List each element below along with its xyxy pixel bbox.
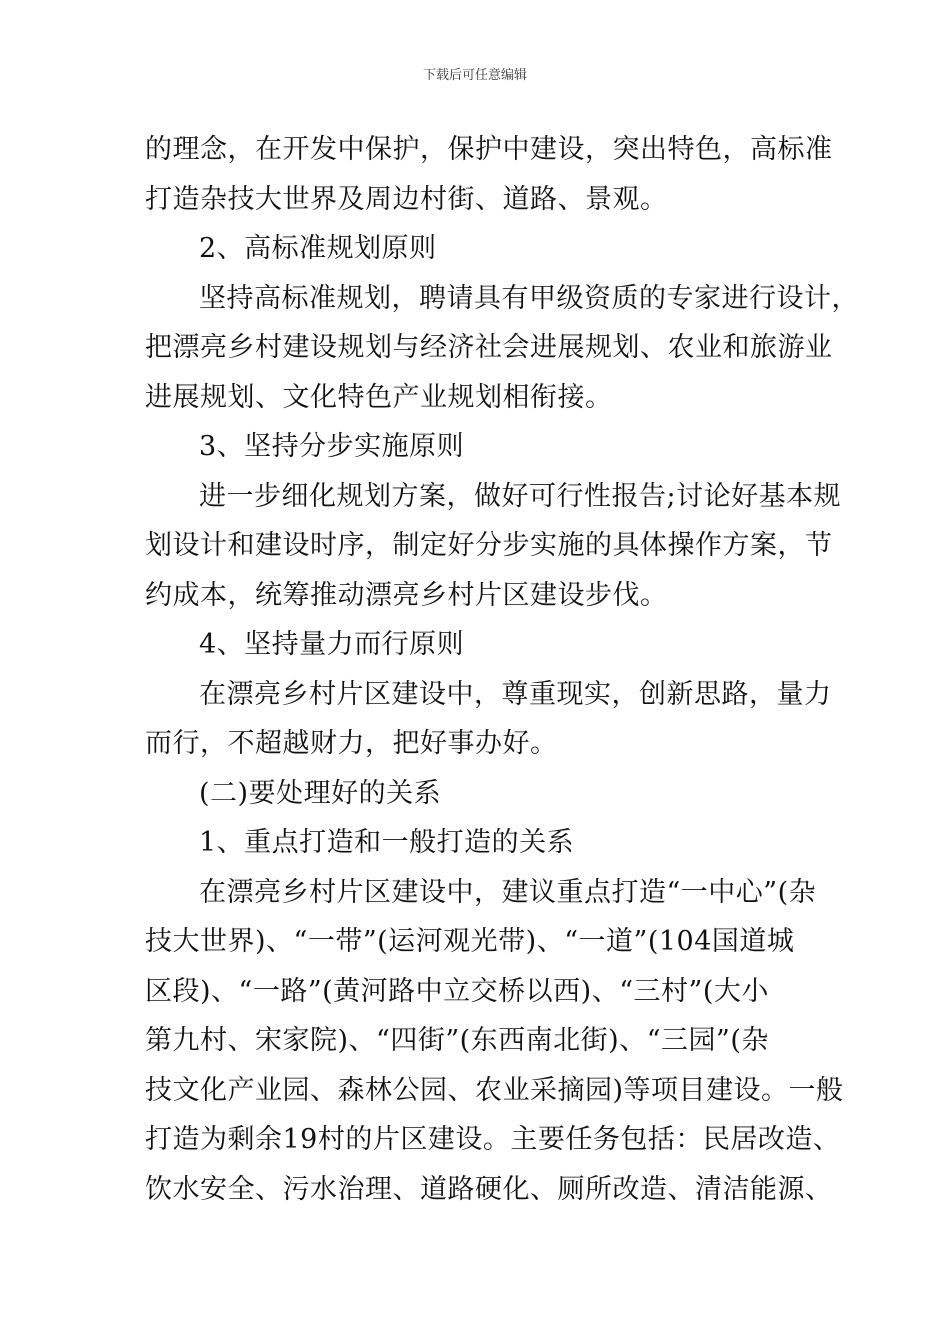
body-line-4: 坚持高标准规划，聘请具有甲级资质的专家进行设计， — [199, 282, 859, 314]
body-line-12: 在漂亮乡村片区建设中，尊重现实，创新思路，量力 — [199, 678, 832, 710]
page-header-note: 下载后可任意编辑 — [422, 68, 527, 83]
section-heading-3: 3、坚持分步实施原则 — [199, 431, 465, 462]
section-heading-relations: (二)要处理好的关系 — [199, 777, 442, 809]
body-line-9: 划设计和建设时序，制定好分步实施的具体操作方案，节 — [145, 530, 833, 561]
body-line-10: 约成本，统筹推动漂亮乡村片区建设步伐。 — [145, 579, 668, 611]
section-heading-4: 4、坚持量力而行原则 — [199, 629, 465, 660]
body-line-16: 在漂亮乡村片区建设中，建议重点打造“一中心”(杂 — [199, 876, 817, 908]
body-line-13: 而行，不超越财力，把好事办好。 — [145, 728, 558, 759]
body-line-20: 技文化产业园、森林公园、农业采摘园)等项目建设。一般 — [145, 1074, 844, 1106]
body-line-6: 进展规划、文化特色产业规划相衔接。 — [145, 381, 613, 413]
body-line-19: 第九村、宋家院)、“四街”(东西南北街)、“三园”(杂 — [145, 1025, 769, 1056]
body-line-5: 把漂亮乡村建设规划与经济社会进展规划、农业和旅游业 — [145, 332, 833, 363]
body-line-17: 技大世界)、“一带”(运河观光带)、“一道”(104国道城 — [145, 926, 795, 957]
body-line-8: 进一步细化规划方案，做好可行性报告;讨论好基本规 — [199, 480, 842, 512]
document-body — [145, 125, 859, 1214]
body-line-2: 打造杂技大世界及周边村街、道路、景观。 — [145, 183, 668, 215]
body-line-1: 的理念，在开发中保护，保护中建设，突出特色，高标准 — [145, 134, 833, 165]
subsection-heading-1: 1、重点打造和一般打造的关系 — [199, 827, 575, 858]
body-line-18: 区段)、“一路”(黄河路中立交桥以西)、“三村”(大小 — [145, 975, 769, 1007]
body-line-21: 打造为剩余19村的片区建设。主要任务包括：民居改造、 — [145, 1124, 841, 1155]
section-heading-2: 2、高标准规划原则 — [199, 233, 437, 264]
body-line-22: 饮水安全、污水治理、道路硬化、厕所改造、清洁能源、 — [145, 1173, 833, 1205]
